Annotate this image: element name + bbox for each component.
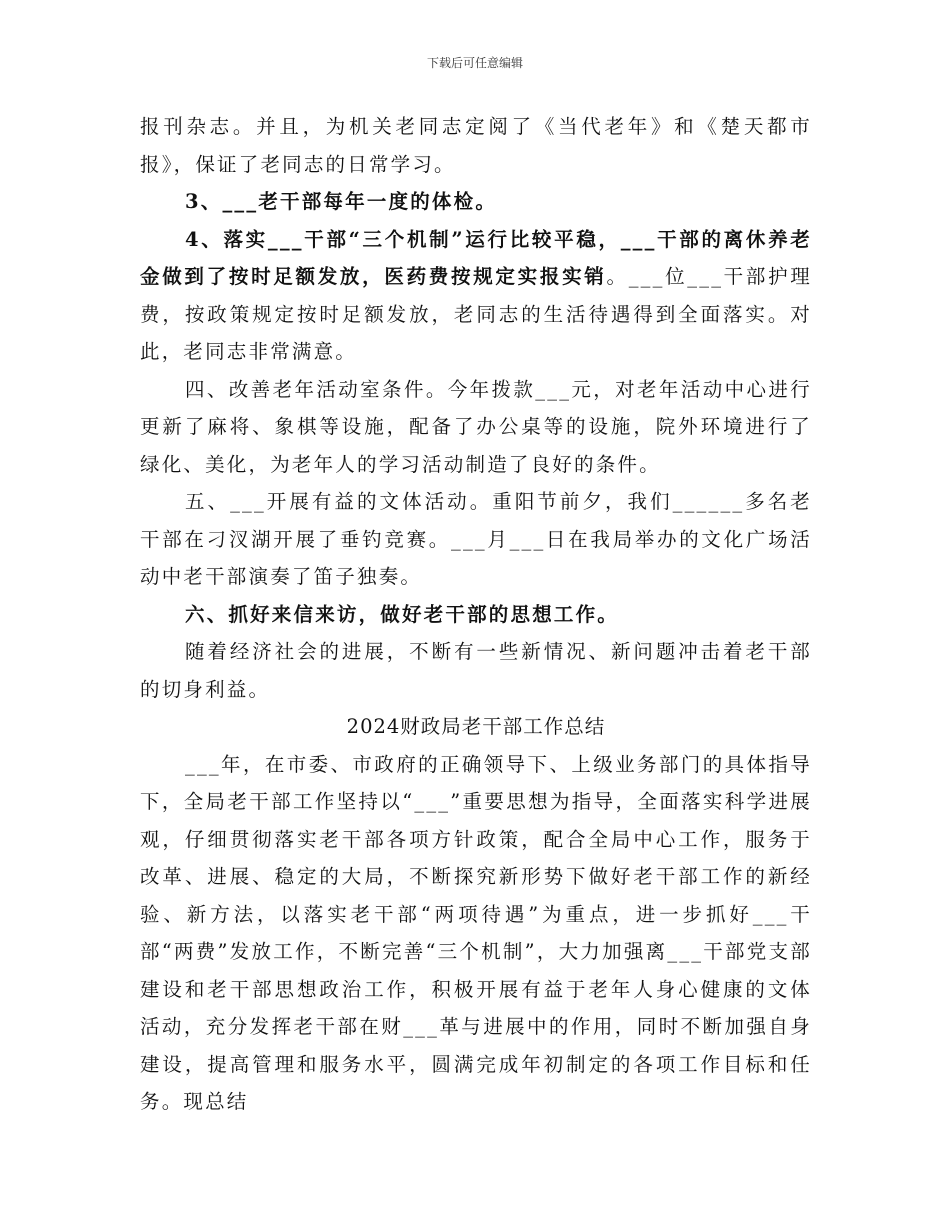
item-4-pension [140, 221, 812, 371]
summary-body: ___年，在市委、市政府的正确领导下、上级业务部门的具体指导下，全局老干部工作坚持以“___”重要思想为指导，全面落实科学进展观，仔细贯彻落实老干部各项方针政策，配合全局中心工作，服务于改革、进展、稳定的大局，不断探究新形势下做好老干部工作的新经验、新方法，以落实老干部“两项待遇”为重点，进一步抓好___干部“两费”发放工作，不断完善“三个机制”，大力加强离___干部党支部建设和老干部思想政治工作，积极开展有益于老年人身心健康的文体活动，充分发挥老干部在财___革与进展中的作用，同时不断加强自身建设，提高管理和服务水平，圆满完成年初制定的各项工作目标和任务。现总结 [140, 752, 812, 1113]
section-6-heading: 六、抓好来信来访，做好老干部的思想工作。 [185, 602, 620, 626]
section-4-activity-room: 四、改善老年活动室条件。今年拨款___元，对老年活动中心进行更新了麻将、象棋等设施，配备了办公桌等的设施，院外环境进行了绿化、美化，为老年人的学习活动制造了良好的条件。 [140, 377, 812, 476]
item-4-body: 。___位___干部护理费，按政策规定按时足额发放，老同志的生活待遇得到全面落实。对此，老同志非常满意。 [140, 265, 812, 363]
section-title: 2024财政局老干部工作总结 [346, 715, 606, 738]
item-4-bold-lead: 4、落实___干部“三个机制”运行比较平稳，___干部的离休养老金做到了按时足额发放，医药费按规定实报实销 [140, 227, 812, 288]
document-body [140, 108, 812, 1121]
section-5-cultural-activities: 五、___开展有益的文体活动。重阳节前夕，我们______多名老干部在刁汊湖开展了垂钓竞赛。___月___日在我局举办的文化广场活动中老干部演奏了笛子独奏。 [140, 490, 812, 588]
item-3-physical-exam: 3、___老干部每年一度的体检。 [185, 190, 498, 213]
paragraph-continuation: 报刊杂志。并且，为机关老同志定阅了《当代老年》和《楚天都市报》，保证了老同志的日常学习。 [140, 115, 812, 176]
header-note: 下载后可任意编辑 [426, 56, 523, 70]
section-6-body: 随着经济社会的进展，不断有一些新情况、新问题冲击着老干部的切身利益。 [140, 640, 812, 701]
